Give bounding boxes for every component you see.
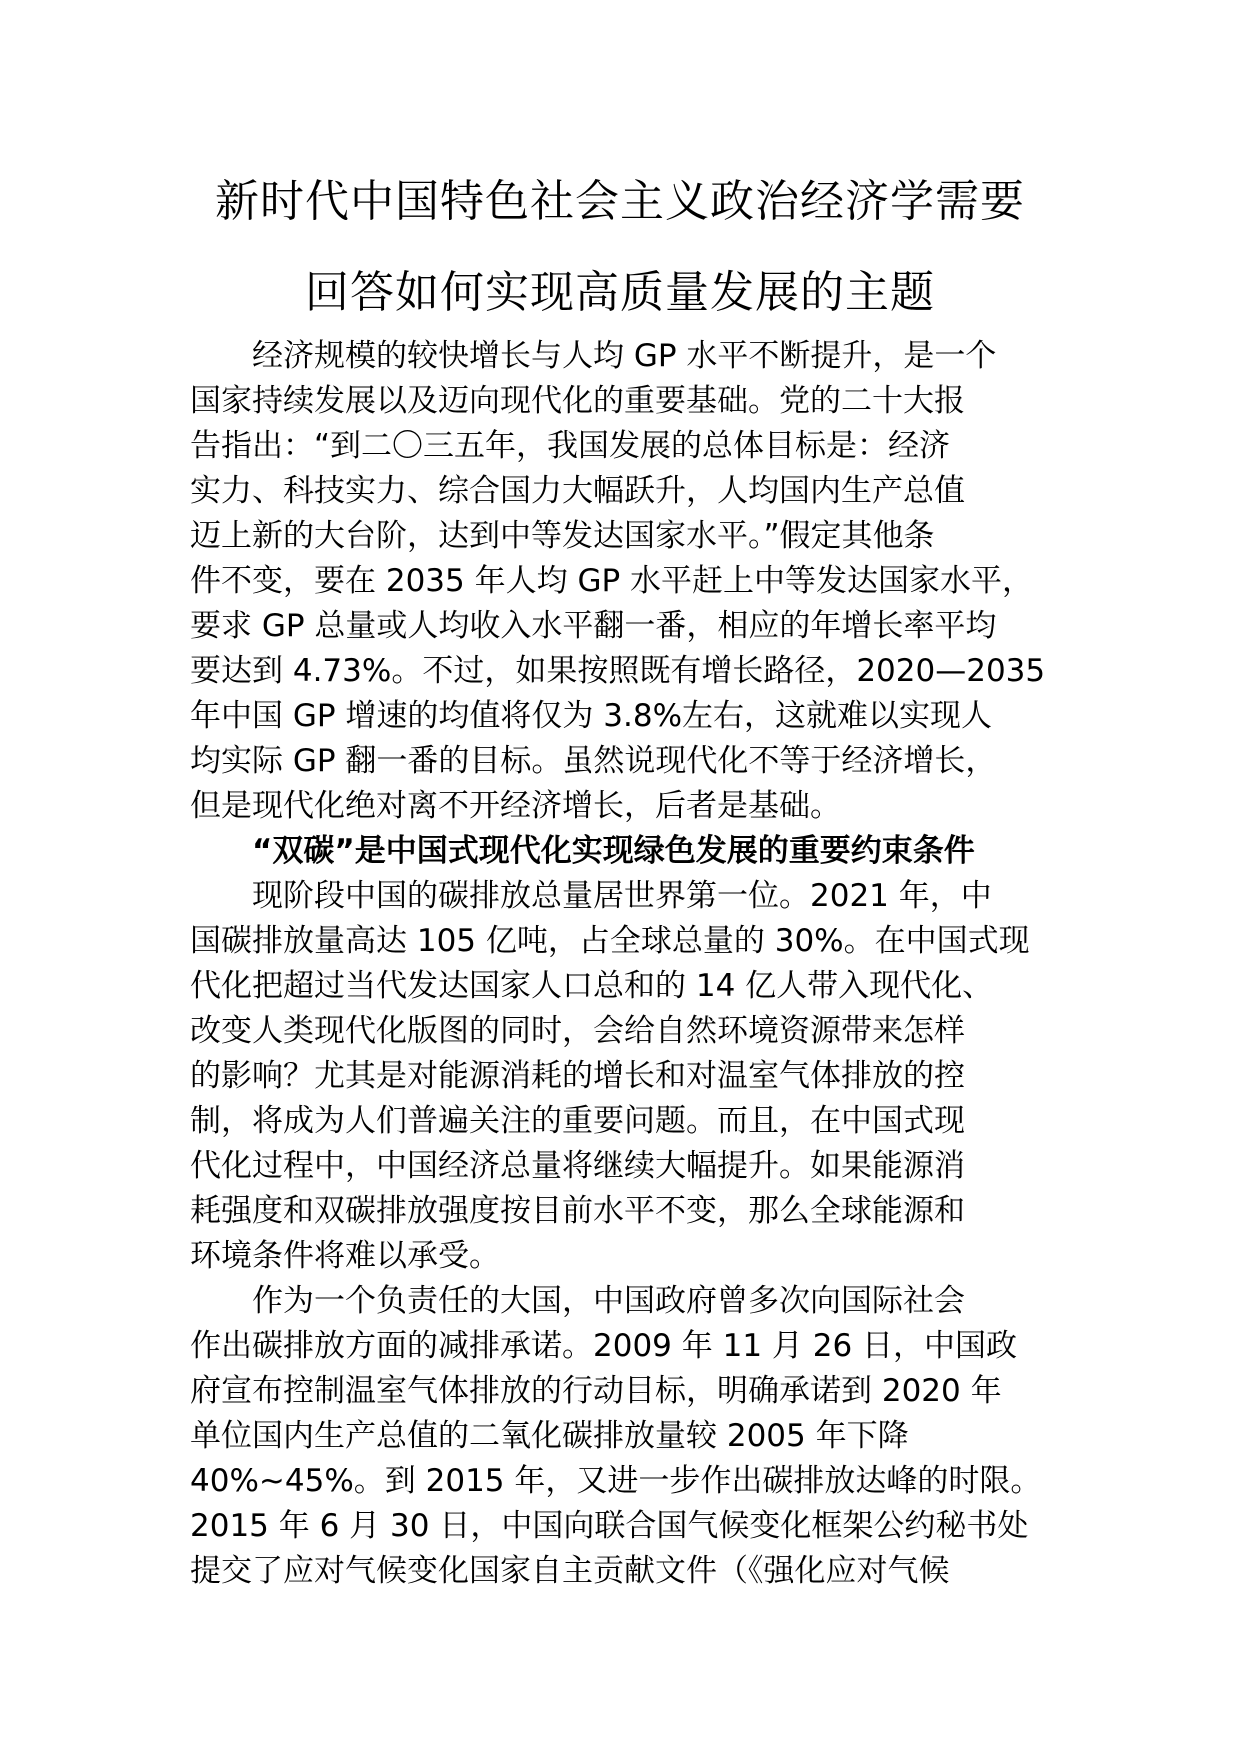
document-body xyxy=(190,334,1072,1594)
body-text-line: 年中国 GP 增速的均值将仅为 3.8%左右，这就难以实现人 xyxy=(190,698,993,734)
section-heading-line: “双碳”是中国式现代化实现绿色发展的重要约束条件 xyxy=(190,833,975,869)
body-text-line: 实力、科技实力、综合国力大幅跃升，人均国内生产总值 xyxy=(190,473,965,509)
body-text-line: 但是现代化绝对离不开经济增长，后者是基础。 xyxy=(190,788,841,824)
body-text-line: 改变人类现代化版图的同时，会给自然环境资源带来怎样 xyxy=(190,1013,965,1049)
body-text-line: 提交了应对气候变化国家自主贡献文件（《强化应对气候 xyxy=(190,1553,950,1589)
body-text-line: 代化过程中，中国经济总量将继续大幅提升。如果能源消 xyxy=(190,1148,965,1184)
body-text-line: 2015 年 6 月 30 日，中国向联合国气候变化框架公约秘书处 xyxy=(190,1508,1029,1544)
body-text-line: 的影响？尤其是对能源消耗的增长和对温室气体排放的控 xyxy=(190,1058,965,1094)
document-title-line-2: 回答如何实现高质量发展的主题 xyxy=(305,267,935,318)
body-text-line: 环境条件将难以承受。 xyxy=(190,1238,500,1274)
body-text-line: 耗强度和双碳排放强度按目前水平不变，那么全球能源和 xyxy=(190,1193,965,1229)
body-text-line: 告指出：“到二〇三五年，我国发展的总体目标是：经济 xyxy=(190,428,951,464)
body-text-line: 件不变，要在 2035 年人均 GP 水平赶上中等发达国家水平， xyxy=(190,563,1034,599)
body-text-line: 现阶段中国的碳排放总量居世界第一位。2021 年，中 xyxy=(190,878,992,914)
body-text-line: 要达到 4.73%。不过，如果按照既有增长路径，2020—2035 xyxy=(190,653,1046,689)
body-text-line: 国碳排放量高达 105 亿吨，占全球总量的 30%。在中国式现 xyxy=(190,923,1030,959)
body-text-line: 经济规模的较快增长与人均 GP 水平不断提升，是一个 xyxy=(190,338,997,374)
body-text-line: 制，将成为人们普遍关注的重要问题。而且，在中国式现 xyxy=(190,1103,965,1139)
body-text-line: 作出碳排放方面的减排承诺。2009 年 11 月 26 日，中国政 xyxy=(190,1328,1018,1364)
body-text-line: 要求 GP 总量或人均收入水平翻一番，相应的年增长率平均 xyxy=(190,608,997,644)
document-title-line-1: 新时代中国特色社会主义政治经济学需要 xyxy=(215,176,1025,227)
body-text-line: 府宣布控制温室气体排放的行动目标，明确承诺到 2020 年 xyxy=(190,1373,1002,1409)
body-text-line: 迈上新的大台阶，达到中等发达国家水平。”假定其他条 xyxy=(190,518,935,554)
body-text-line: 均实际 GP 翻一番的目标。虽然说现代化不等于经济增长， xyxy=(190,743,997,779)
body-text-line: 单位国内生产总值的二氧化碳排放量较 2005 年下降 xyxy=(190,1418,909,1454)
body-text-line: 代化把超过当代发达国家人口总和的 14 亿人带入现代化、 xyxy=(190,968,994,1004)
body-text-line: 国家持续发展以及迈向现代化的重要基础。党的二十大报 xyxy=(190,383,965,419)
body-text-line: 作为一个负责任的大国，中国政府曾多次向国际社会 xyxy=(190,1283,965,1319)
body-text-line: 40%~45%。到 2015 年，又进一步作出碳排放达峰的时限。 xyxy=(190,1463,1042,1499)
